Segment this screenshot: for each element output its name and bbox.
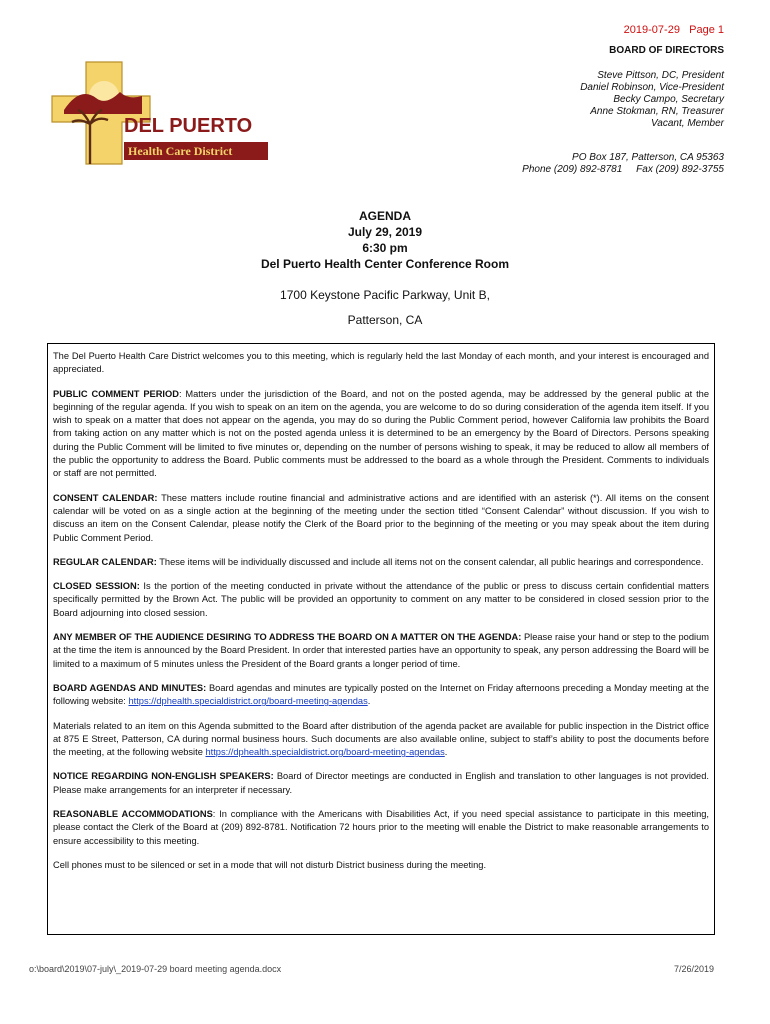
materials-text: Materials related to an item on this Agenda submitted to the Board after distribution of the agenda packet are available for public inspection in the District office at 875 E Street, Patterson, CA during normal business hours. Such documents are also available online, subject to staff’s ability to post the documents before the meeting, at the following website <box>53 720 709 758</box>
closed-session-label: CLOSED SESSION: <box>53 581 140 592</box>
agendas-minutes-paragraph <box>53 682 709 709</box>
agenda-location <box>0 283 770 333</box>
board-member: Anne Stokman, RN, Treasurer <box>590 106 724 117</box>
page-header <box>0 0 770 200</box>
del-puerto-logo <box>50 52 272 170</box>
closed-session-text: Is the portion of the meeting conducted in private without the attendance of the public or press to discuss certain confidential matters specifically permitted by the Brown Act. The public will be provided an opportunity to comment on any matter to be considered in closed session prior to the Board adjourning into closed session. <box>53 581 709 618</box>
logo-name: DEL PUERTO <box>124 115 253 137</box>
agendas-minutes-text: Board agendas and minutes are typically posted on the Internet on Friday afternoons preceding a Monday meeting at the following website: <box>53 682 710 707</box>
board-member: Steve Pittson, DC, President <box>597 70 724 81</box>
public-comment-label: PUBLIC COMMENT PERIOD <box>53 388 179 399</box>
agendas-website-link[interactable]: https://dphealth.specialdistrict.org/board-meeting-agendas <box>128 696 368 707</box>
non-english-text: Board of Director meetings are conducted in English and translation to other languages is not provided. Please make arrangements for an interpreter if necessary. <box>53 771 709 795</box>
audience-paragraph <box>53 631 709 671</box>
meeting-information-box <box>47 343 715 935</box>
agenda-date: July 29, 2019 <box>347 225 423 239</box>
board-members-list <box>580 70 724 130</box>
page-number: Page 1 <box>689 24 724 36</box>
consent-calendar-label: CONSENT CALENDAR: <box>53 492 158 503</box>
audience-label: ANY MEMBER OF THE AUDIENCE DESIRING TO ADDRESS THE BOARD ON A MATTER ON THE AGENDA: <box>53 632 522 643</box>
accommodations-text: : In compliance with the Americans with Disabilities Act, if you need special assistance to participate in this meeting, please contact the Clerk of the Board at (209) 892-8781. Notification 72 hours prior to the meeting will enable the District to make reasonable arrangements to ensure accessibility to this meeting. <box>53 809 710 846</box>
page-date-line <box>624 24 724 36</box>
public-comment-text: : Matters under the jurisdiction of the Board, and not on the posted agenda, may be addressed by the general public at the beginning of the regular agenda. If you wish to speak on an item on the agenda, you are welcome to do so during consideration of the agenda item itself. If you wish to speak on a matter that does not appear on the agenda, you may do so during the Public Comment period, however California law prohibits the Board from taking action on any matter which is not on the posted agenda unless it is determined to be an emergency by the Board of Directors. Persons speaking during the Public Comment will be limited to five minutes or, depending on the number of persons wishing to speak, it may be reduced to allow all members of the public the opportunity to address the Board. Public comments must be addressed to the board as a whole through the President. Comments to individuals or staff are not permitted. <box>53 388 709 479</box>
regular-calendar-paragraph <box>53 556 709 569</box>
board-member: Becky Campo, Secretary <box>613 94 724 105</box>
public-comment-paragraph <box>53 388 709 481</box>
materials-end: . <box>444 747 448 758</box>
po-box-line: PO Box 187, Patterson, CA 95363 <box>572 152 724 163</box>
agenda-venue: Del Puerto Health Center Conference Room <box>260 257 510 271</box>
agenda-heading <box>0 208 770 272</box>
board-title: BOARD OF DIRECTORS <box>609 45 724 56</box>
contact-address <box>522 152 724 176</box>
phone-line: Phone (209) 892-8781 <box>522 164 623 175</box>
welcome-paragraph: The Del Puerto Health Care District welcomes you to this meeting, which is regularly held the last Monday of each month, and your interest is encouraged and appreciated. <box>53 351 709 375</box>
cell-phones-paragraph: Cell phones must to be silenced or set in a mode that will not disturb District business during the meeting. <box>53 859 487 870</box>
regular-calendar-text: These items will be individually discussed and include all items not on the consent calendar, all public hearings and correspondence. <box>156 556 704 567</box>
audience-text: Please raise your hand or step to the podium at the time the item is announced by the Board President. In order that interested parties have an opportunity to speak, any person addressing the Board will be limited to a maximum of 5 minutes unless the President of the Board grants a longer period of time. <box>53 632 709 669</box>
agenda-city: Patterson, CA <box>347 313 423 327</box>
agendas-minutes-label: BOARD AGENDAS AND MINUTES: <box>53 682 207 693</box>
agendas-minutes-end: . <box>367 696 371 707</box>
non-english-label: NOTICE REGARDING NON-ENGLISH SPEAKERS: <box>53 771 274 782</box>
footer-file-path: o:\board\2019\07-july\_2019-07-29 board meeting agenda.docx <box>29 964 282 974</box>
board-member: Vacant, Member <box>651 118 724 129</box>
consent-calendar-text: These matters include routine financial and administrative actions and are identified with an asterisk (*). All items on the consent calendar will be voted on as a single action at the beginning of the meeting under the section titled “Consent Calendar” without discussion. If you wish to discuss an item on the Consent Calendar, please notify the Clerk of the Board prior to the beginning of the meeting or you may speak about the item during Public Comment Period. <box>53 492 710 543</box>
non-english-paragraph <box>53 770 709 797</box>
board-member: Daniel Robinson, Vice-President <box>580 82 724 93</box>
fax-line: Fax (209) 892-3755 <box>636 164 724 175</box>
phone-fax-line <box>522 164 724 176</box>
closed-session-paragraph <box>53 580 709 620</box>
agenda-time: 6:30 pm <box>362 241 408 255</box>
regular-calendar-label: REGULAR CALENDAR: <box>53 556 157 567</box>
accommodations-label: REASONABLE ACCOMMODATIONS <box>53 809 213 820</box>
materials-website-link[interactable]: https://dphealth.specialdistrict.org/board-meeting-agendas <box>205 747 445 758</box>
agenda-title: AGENDA <box>358 209 411 223</box>
footer-date: 7/26/2019 <box>673 964 714 974</box>
logo-subtitle: Health Care District <box>128 144 233 158</box>
consent-calendar-paragraph <box>53 492 709 545</box>
header-date: 2019-07-29 <box>623 24 680 36</box>
agenda-street: 1700 Keystone Pacific Parkway, Unit B, <box>280 288 490 302</box>
accommodations-paragraph <box>53 808 709 848</box>
materials-paragraph <box>53 720 709 760</box>
